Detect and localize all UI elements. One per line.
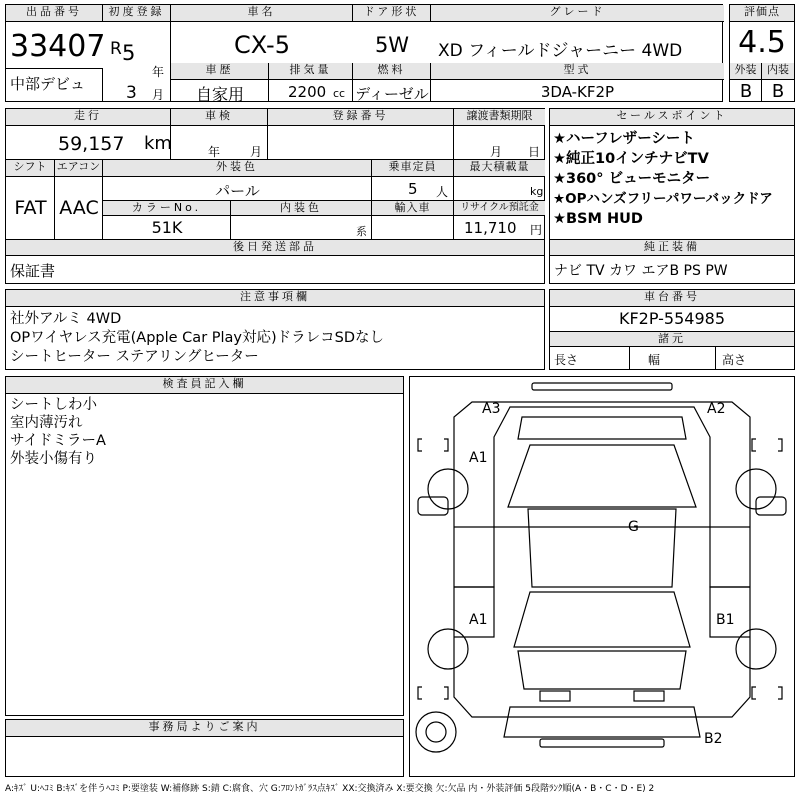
- inspector-line: シートしわ小: [10, 397, 97, 413]
- disp-value: 2200: [288, 83, 327, 101]
- model-header: 型式: [431, 63, 724, 80]
- legend-text: A:ｷｽﾞ U:ﾍｺﾐ B:ｷｽﾞを伴うﾍｺﾐ P:要塗装 W:補修跡 S:錆 C:腐食、穴 G:ﾌﾛﾝﾄｶﾞﾗｽ点ｷｽﾞ XX:交換済み X:要交換 欠:欠品 内・外装評価 5段階ﾗﾝｸ順(A・B・C・D・E) 2: [5, 784, 655, 794]
- history-header: 車歴: [171, 63, 269, 80]
- sales-list: [553, 129, 773, 229]
- left-mirror-shape: [418, 497, 448, 515]
- right-rear-wheel-shape: [736, 629, 776, 669]
- sales-item: ★OPハンズフリーパワーバックドア: [553, 191, 773, 207]
- shift-header: シフト: [6, 160, 55, 177]
- model-value: 3DA-KF2P: [540, 83, 615, 101]
- note-line: OPワイヤレス充電(Apple Car Play対応)ドラレコSDなし: [10, 330, 385, 346]
- seats-header: 乗車定員: [372, 160, 454, 177]
- ac-value: AAC: [59, 197, 99, 219]
- load-unit: kg: [530, 185, 544, 198]
- transfer-header: 譲渡書類期限: [454, 109, 545, 126]
- recycle-header: リサイクル預託金: [454, 201, 545, 216]
- damage-label-a1-front: A1: [469, 450, 488, 466]
- reg-month: 3: [126, 83, 137, 103]
- grade-value: XD フィールドジャーニー 4WD: [438, 41, 683, 61]
- reg-header: 初度登録: [103, 5, 171, 22]
- damage-label-a1-rear: A1: [469, 612, 488, 628]
- inspector-line: サイドミラーA: [10, 433, 106, 449]
- damage-label-g: G: [628, 519, 639, 535]
- int-header: 内装: [762, 63, 794, 80]
- damage-label-b2: B2: [704, 731, 723, 747]
- seats-value: 5: [408, 180, 418, 198]
- right-front-door-shape: [710, 527, 750, 587]
- door-header: ドア形状: [353, 5, 431, 22]
- later-header: 後日発送部品: [6, 239, 544, 256]
- spare-tire-shape: [416, 712, 456, 752]
- score-value: 4.5: [738, 25, 786, 60]
- later-value: 保証書: [10, 262, 56, 280]
- transfer-month-unit: 月: [490, 145, 503, 159]
- intcolor-header: 内装色: [231, 201, 372, 216]
- equip-header: 純正装備: [550, 239, 794, 256]
- notes-list: [10, 310, 384, 367]
- equip-value: ナビ TV カワ エアB PS PW: [554, 263, 728, 279]
- color-header: 外装色: [103, 160, 372, 177]
- chassis-header: 車台番号: [550, 290, 794, 307]
- rear-window-shape: [514, 592, 690, 647]
- mileage-unit: km: [144, 133, 172, 154]
- recycle-value: 11,710: [464, 219, 517, 237]
- int-grade: B: [771, 81, 785, 102]
- car-diagram-svg: [410, 377, 794, 776]
- intcolor-unit: 系: [356, 225, 367, 238]
- regno-value: [268, 126, 454, 160]
- inspector-list: [10, 396, 106, 468]
- disp-header: 排気量: [269, 63, 353, 80]
- car-name: CX-5: [234, 31, 290, 59]
- left-rear-wheel-shape: [428, 629, 468, 669]
- reg-year-unit: 年: [152, 65, 165, 79]
- regno-header: 登録番号: [268, 109, 454, 126]
- fuel-header: 燃料: [353, 63, 431, 80]
- grade-header: グレード: [431, 5, 724, 22]
- score-section: [729, 4, 795, 102]
- top-section: [5, 4, 723, 102]
- right-mirror-shape: [756, 497, 786, 515]
- lot-header: 出品番号: [6, 5, 103, 22]
- disp-unit: cc: [333, 87, 346, 100]
- color-value: パール: [215, 182, 260, 200]
- roof-shape: [528, 509, 676, 587]
- damage-label-a3: A3: [482, 401, 501, 417]
- transfer-day-unit: 日: [528, 145, 541, 159]
- sales-section: [549, 108, 795, 284]
- shift-value: FAT: [14, 197, 47, 219]
- load-header: 最大積載量: [454, 160, 545, 177]
- rear-lamp-right-shape: [634, 691, 664, 701]
- damage-diagram: [409, 376, 795, 777]
- history-value: 自家用: [195, 85, 244, 104]
- mileage-header: 走行: [6, 109, 171, 126]
- ext-grade: B: [739, 81, 753, 102]
- inspector-line: 外装小傷有り: [10, 451, 97, 467]
- office-section: [5, 719, 404, 777]
- windshield-shape: [508, 445, 696, 507]
- fuel-value: ディーゼル: [355, 85, 429, 103]
- spec-length: 長さ: [554, 353, 579, 367]
- reg-month-unit: 月: [152, 88, 165, 102]
- mileage-value: 59,157: [58, 133, 125, 155]
- chassis-value: KF2P-554985: [618, 309, 726, 328]
- vehicle-detail-section: [5, 108, 545, 284]
- recycle-unit: 円: [530, 223, 543, 237]
- spec-width: 幅: [648, 353, 661, 367]
- debut-label: 中部デビュ: [10, 75, 86, 93]
- note-line: シートヒーター ステアリングヒーター: [10, 349, 259, 365]
- rear-bumper-shape: [504, 707, 700, 737]
- tailgate-shape: [518, 651, 686, 689]
- sales-header: セールスポイント: [550, 109, 794, 126]
- chassis-section: [549, 289, 795, 370]
- note-line: 社外アルミ 4WD: [10, 311, 122, 327]
- score-header: 評価点: [730, 5, 794, 22]
- sales-item: ★BSM HUD: [553, 211, 643, 227]
- colorno-value: 51K: [151, 218, 183, 237]
- body-outline-shape: [454, 402, 750, 717]
- sales-item: ★ハーフレザーシート: [553, 131, 695, 147]
- sales-item: ★純正10インチナビTV: [553, 151, 709, 167]
- ext-header: 外装: [730, 63, 762, 80]
- ac-header: エアコン: [55, 160, 103, 177]
- inspector-line: 室内薄汚れ: [10, 415, 83, 431]
- reg-year: 5: [122, 41, 136, 65]
- inspect-month-unit: 月: [250, 145, 263, 159]
- reg-era: R: [110, 39, 122, 59]
- notes-section: [5, 289, 545, 370]
- sales-item: ★360° ビューモニター: [553, 171, 711, 187]
- lot-number: 33407: [10, 29, 106, 64]
- left-front-door-shape: [454, 527, 494, 587]
- import-header: 輸入車: [372, 201, 454, 216]
- spec-header: 諸元: [550, 331, 794, 347]
- notes-header: 注意事項欄: [6, 290, 544, 307]
- inspector-section: [5, 376, 404, 716]
- inspect-header: 車検: [171, 109, 268, 126]
- rear-lamp-left-shape: [540, 691, 570, 701]
- inspect-year-unit: 年: [208, 145, 221, 159]
- front-bumper-shape: [532, 383, 672, 390]
- damage-label-b1: B1: [716, 612, 735, 628]
- spec-height: 高さ: [722, 353, 747, 367]
- damage-label-a2: A2: [707, 401, 726, 417]
- colorno-header: カラーNo.: [103, 201, 231, 216]
- door-type: 5W: [374, 33, 410, 57]
- office-header: 事務局よりご案内: [6, 720, 403, 737]
- name-header: 車名: [171, 5, 353, 22]
- seats-unit: 人: [436, 185, 449, 199]
- inspector-header: 検査員記入欄: [6, 377, 403, 394]
